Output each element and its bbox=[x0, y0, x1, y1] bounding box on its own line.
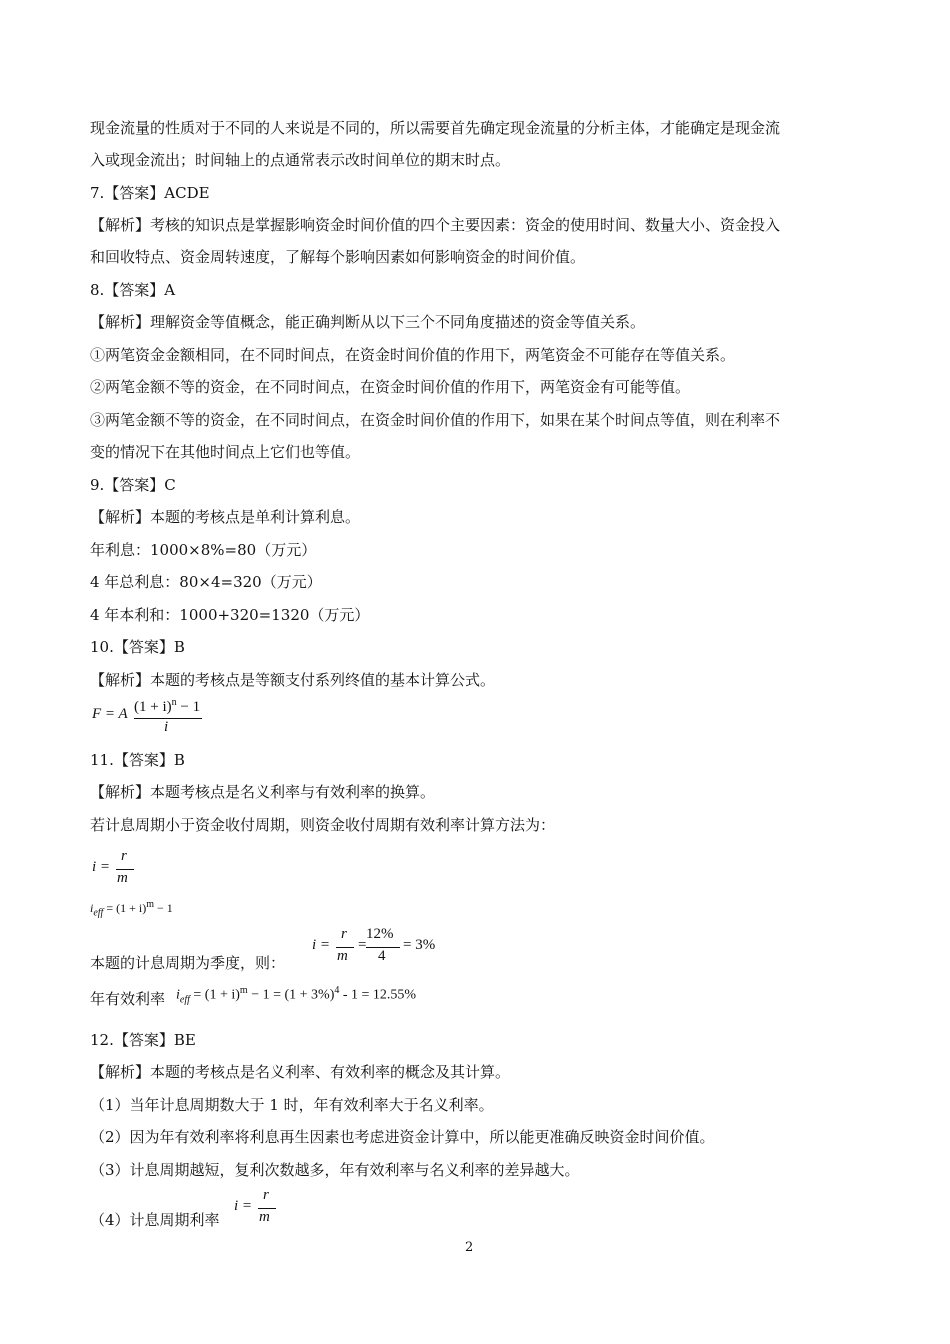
answer-8: 8.【答案】A bbox=[90, 281, 176, 299]
paragraph-line: 和回收特点、资金周转速度，了解每个影响因素如何影响资金的时间价值。 bbox=[90, 248, 586, 266]
denominator: i bbox=[164, 719, 169, 735]
analysis-9: 【解析】本题的考核点是单利计算利息。 bbox=[90, 508, 361, 526]
answer-12: 12.【答案】BE bbox=[90, 1031, 196, 1049]
list-item-2: （2）因为年有效利率将利息再生因素也考虑进资金计算中，所以能更准确反映资金时间价值。 bbox=[90, 1128, 715, 1146]
denominator: m bbox=[117, 870, 128, 886]
page-number: 2 bbox=[465, 1240, 474, 1255]
paragraph-line: 变的情况下在其他时间点上它们也等值。 bbox=[90, 443, 361, 461]
calc-line: 4 年本利和：1000+320=1320（万元） bbox=[90, 606, 370, 624]
list-item-2: ②两笔金额不等的资金，在不同时间点，在资金时间价值的作用下，两笔资金有可能等值。 bbox=[90, 378, 691, 396]
paragraph-line: 本题的计息周期为季度，则： bbox=[90, 954, 286, 972]
formula-lhs: i = bbox=[312, 937, 331, 953]
calc-line: 年利息：1000×8%=80（万元） bbox=[90, 541, 317, 559]
analysis-12: 【解析】本题的考核点是名义利率、有效利率的概念及其计算。 bbox=[90, 1063, 511, 1081]
list-item-1: ①两笔资金金额相同，在不同时间点，在资金时间价值的作用下，两笔资金不可能存在等值关系。 bbox=[90, 346, 736, 364]
analysis-7: 【解析】考核的知识点是掌握影响资金时间价值的四个主要因素：资金的使用时间、数量大小、资金投入 bbox=[90, 216, 781, 234]
paragraph-line: 若计息周期小于资金收付周期，则资金收付周期有效利率计算方法为： bbox=[90, 816, 556, 834]
list-item-3: （3）计息周期越短，复利次数越多，年有效利率与名义利率的差异越大。 bbox=[90, 1161, 580, 1179]
numerator: $(1 + i)^n - 1$ bbox=[134, 697, 201, 715]
numerator: 12% bbox=[366, 926, 394, 942]
paragraph-line: 入或现金流出；时间轴上的点通常表示改时间单位的期末时点。 bbox=[90, 151, 511, 169]
analysis-8: 【解析】理解资金等值概念，能正确判断从以下三个不同角度描述的资金等值关系。 bbox=[90, 313, 646, 331]
answer-11: 11.【答案】B bbox=[90, 751, 185, 769]
answer-10: 10.【答案】B bbox=[90, 638, 185, 656]
paragraph-line: 现金流量的性质对于不同的人来说是不同的，所以需要首先确定现金流量的分析主体，才能确定是现金流 bbox=[90, 119, 781, 137]
list-item-3: ③两笔金额不等的资金，在不同时间点，在资金时间价值的作用下，如果在某个时间点等值，则在利率不 bbox=[90, 411, 781, 429]
formula-effective-rate: $i_{eff} = (1 + i)^m - 1$ bbox=[90, 899, 173, 919]
numerator: r bbox=[121, 848, 127, 864]
paragraph-line: 年有效利率 bbox=[90, 990, 166, 1008]
denominator: m bbox=[259, 1209, 270, 1225]
analysis-11: 【解析】本题考核点是名义利率与有效利率的换算。 bbox=[90, 783, 436, 801]
denominator: 4 bbox=[378, 948, 386, 964]
formula-lhs: F = A bbox=[92, 706, 128, 722]
formula-annual-effective-rate: $i_{eff} = (1 + i)^m - 1 = (1 + 3\%)^4 - 1 = 12.55\%$ bbox=[176, 985, 417, 1006]
formula-lhs: i = bbox=[92, 859, 111, 875]
answer-9: 9.【答案】C bbox=[90, 476, 176, 494]
equals-sign: = bbox=[358, 937, 367, 953]
formula-lhs: i = bbox=[234, 1198, 253, 1214]
calc-line: 4 年总利息：80×4=320（万元） bbox=[90, 573, 322, 591]
numerator: r bbox=[341, 926, 347, 942]
analysis-10: 【解析】本题的考核点是等额支付系列终值的基本计算公式。 bbox=[90, 671, 496, 689]
formula-result: = 3% bbox=[403, 937, 436, 953]
answer-7: 7.【答案】ACDE bbox=[90, 184, 210, 202]
list-item-1: （1）当年计息周期数大于 1 时，年有效利率大于名义利率。 bbox=[90, 1096, 494, 1114]
numerator: r bbox=[263, 1187, 269, 1203]
list-item-4: （4）计息周期利率 bbox=[90, 1211, 220, 1229]
denominator: m bbox=[337, 948, 348, 964]
